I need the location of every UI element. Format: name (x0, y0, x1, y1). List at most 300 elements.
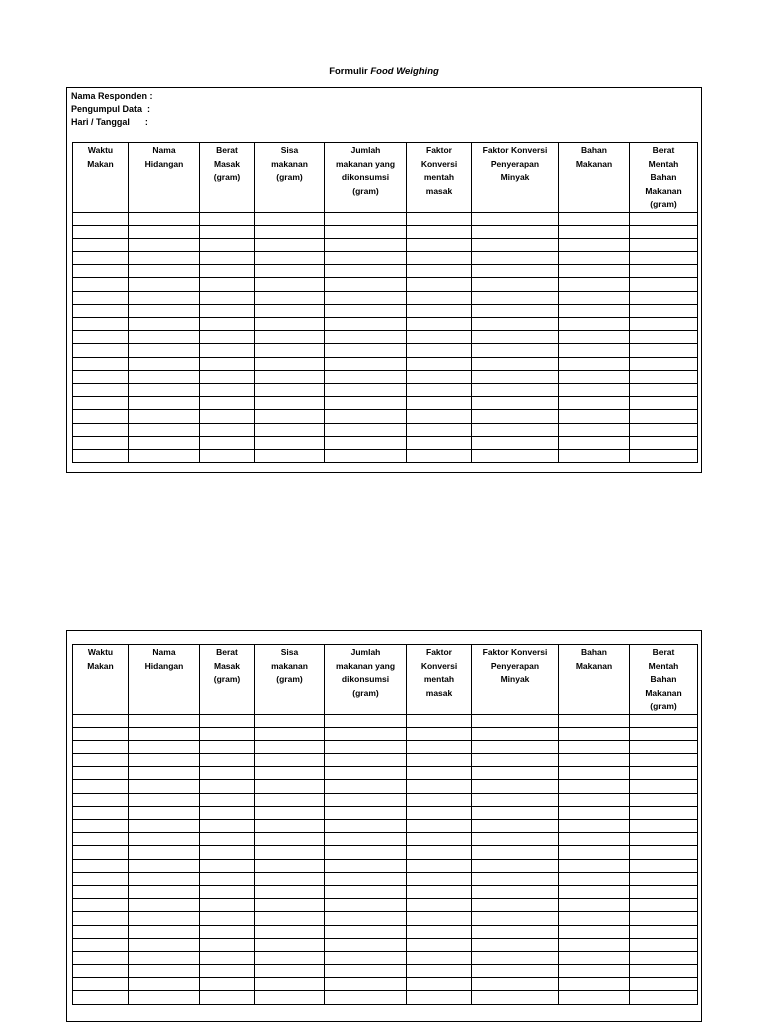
table-cell[interactable] (407, 885, 472, 898)
table-cell[interactable] (407, 225, 472, 238)
table-cell[interactable] (129, 872, 200, 885)
table-cell[interactable] (559, 780, 630, 793)
table-cell[interactable] (630, 925, 698, 938)
table-cell[interactable] (200, 252, 255, 265)
table-cell[interactable] (255, 793, 325, 806)
table-cell[interactable] (73, 304, 129, 317)
table-cell[interactable] (407, 938, 472, 951)
table-cell[interactable] (129, 754, 200, 767)
table-cell[interactable] (472, 238, 559, 251)
table-cell[interactable] (200, 899, 255, 912)
table-cell[interactable] (255, 344, 325, 357)
table-cell[interactable] (200, 846, 255, 859)
table-cell[interactable] (559, 912, 630, 925)
table-cell[interactable] (325, 793, 407, 806)
table-cell[interactable] (472, 912, 559, 925)
table-cell[interactable] (73, 397, 129, 410)
table-cell[interactable] (325, 820, 407, 833)
table-cell[interactable] (255, 265, 325, 278)
table-cell[interactable] (472, 383, 559, 396)
table-cell[interactable] (255, 820, 325, 833)
table-cell[interactable] (630, 238, 698, 251)
table-cell[interactable] (472, 885, 559, 898)
table-cell[interactable] (630, 767, 698, 780)
table-cell[interactable] (472, 938, 559, 951)
table-cell[interactable] (200, 436, 255, 449)
table-cell[interactable] (630, 727, 698, 740)
table-cell[interactable] (200, 397, 255, 410)
table-cell[interactable] (129, 291, 200, 304)
table-cell[interactable] (325, 872, 407, 885)
table-cell[interactable] (472, 304, 559, 317)
table-cell[interactable] (472, 370, 559, 383)
table-cell[interactable] (200, 820, 255, 833)
table-cell[interactable] (325, 727, 407, 740)
table-cell[interactable] (325, 278, 407, 291)
table-cell[interactable] (73, 912, 129, 925)
table-cell[interactable] (255, 780, 325, 793)
table-cell[interactable] (73, 740, 129, 753)
table-cell[interactable] (472, 357, 559, 370)
table-cell[interactable] (73, 951, 129, 964)
table-cell[interactable] (559, 991, 630, 1004)
table-cell[interactable] (325, 925, 407, 938)
table-cell[interactable] (325, 304, 407, 317)
table-cell[interactable] (630, 806, 698, 819)
table-cell[interactable] (129, 965, 200, 978)
table-cell[interactable] (630, 754, 698, 767)
table-cell[interactable] (325, 449, 407, 462)
table-cell[interactable] (559, 965, 630, 978)
table-cell[interactable] (630, 225, 698, 238)
table-cell[interactable] (200, 740, 255, 753)
table-cell[interactable] (559, 344, 630, 357)
table-cell[interactable] (630, 278, 698, 291)
table-cell[interactable] (73, 806, 129, 819)
table-cell[interactable] (407, 291, 472, 304)
table-cell[interactable] (129, 978, 200, 991)
table-cell[interactable] (559, 449, 630, 462)
table-cell[interactable] (407, 265, 472, 278)
table-cell[interactable] (325, 714, 407, 727)
table-cell[interactable] (255, 318, 325, 331)
table-cell[interactable] (630, 965, 698, 978)
table-cell[interactable] (129, 820, 200, 833)
table-cell[interactable] (559, 238, 630, 251)
table-cell[interactable] (255, 951, 325, 964)
table-cell[interactable] (630, 252, 698, 265)
table-cell[interactable] (129, 410, 200, 423)
table-cell[interactable] (407, 767, 472, 780)
table-cell[interactable] (255, 278, 325, 291)
table-cell[interactable] (255, 833, 325, 846)
table-cell[interactable] (129, 767, 200, 780)
table-cell[interactable] (472, 714, 559, 727)
table-cell[interactable] (325, 291, 407, 304)
table-cell[interactable] (325, 938, 407, 951)
table-cell[interactable] (73, 899, 129, 912)
table-cell[interactable] (407, 978, 472, 991)
table-cell[interactable] (630, 423, 698, 436)
table-cell[interactable] (630, 436, 698, 449)
table-cell[interactable] (325, 238, 407, 251)
table-cell[interactable] (200, 806, 255, 819)
table-cell[interactable] (472, 833, 559, 846)
table-cell[interactable] (129, 925, 200, 938)
table-cell[interactable] (325, 912, 407, 925)
table-cell[interactable] (630, 397, 698, 410)
table-cell[interactable] (325, 859, 407, 872)
table-cell[interactable] (472, 318, 559, 331)
table-cell[interactable] (559, 833, 630, 846)
table-cell[interactable] (559, 304, 630, 317)
table-cell[interactable] (255, 767, 325, 780)
table-cell[interactable] (73, 754, 129, 767)
table-cell[interactable] (407, 714, 472, 727)
table-cell[interactable] (129, 344, 200, 357)
table-cell[interactable] (73, 727, 129, 740)
table-cell[interactable] (325, 846, 407, 859)
table-cell[interactable] (407, 252, 472, 265)
table-cell[interactable] (472, 846, 559, 859)
table-cell[interactable] (407, 331, 472, 344)
table-cell[interactable] (630, 899, 698, 912)
table-cell[interactable] (129, 714, 200, 727)
table-cell[interactable] (129, 912, 200, 925)
table-cell[interactable] (559, 740, 630, 753)
table-cell[interactable] (255, 965, 325, 978)
table-cell[interactable] (325, 885, 407, 898)
table-cell[interactable] (73, 225, 129, 238)
table-cell[interactable] (73, 978, 129, 991)
table-cell[interactable] (200, 383, 255, 396)
table-cell[interactable] (129, 991, 200, 1004)
table-cell[interactable] (129, 212, 200, 225)
table-cell[interactable] (472, 436, 559, 449)
table-cell[interactable] (472, 410, 559, 423)
table-cell[interactable] (407, 449, 472, 462)
table-cell[interactable] (630, 846, 698, 859)
table-cell[interactable] (200, 357, 255, 370)
table-cell[interactable] (255, 252, 325, 265)
table-cell[interactable] (559, 331, 630, 344)
table-cell[interactable] (559, 978, 630, 991)
table-cell[interactable] (472, 727, 559, 740)
table-cell[interactable] (630, 714, 698, 727)
table-cell[interactable] (559, 383, 630, 396)
table-cell[interactable] (129, 357, 200, 370)
table-cell[interactable] (255, 938, 325, 951)
table-cell[interactable] (630, 912, 698, 925)
table-cell[interactable] (559, 291, 630, 304)
table-cell[interactable] (407, 833, 472, 846)
table-cell[interactable] (73, 238, 129, 251)
table-cell[interactable] (200, 872, 255, 885)
table-cell[interactable] (129, 846, 200, 859)
table-cell[interactable] (73, 925, 129, 938)
table-cell[interactable] (407, 397, 472, 410)
table-cell[interactable] (200, 714, 255, 727)
table-cell[interactable] (472, 225, 559, 238)
table-cell[interactable] (630, 304, 698, 317)
table-cell[interactable] (200, 727, 255, 740)
table-cell[interactable] (255, 238, 325, 251)
table-cell[interactable] (73, 767, 129, 780)
table-cell[interactable] (559, 225, 630, 238)
table-cell[interactable] (73, 885, 129, 898)
table-cell[interactable] (472, 265, 559, 278)
table-cell[interactable] (630, 820, 698, 833)
table-cell[interactable] (73, 331, 129, 344)
table-cell[interactable] (559, 727, 630, 740)
table-cell[interactable] (200, 410, 255, 423)
table-cell[interactable] (630, 344, 698, 357)
table-cell[interactable] (407, 318, 472, 331)
table-cell[interactable] (325, 780, 407, 793)
table-cell[interactable] (472, 767, 559, 780)
table-cell[interactable] (255, 727, 325, 740)
table-cell[interactable] (630, 951, 698, 964)
table-cell[interactable] (325, 252, 407, 265)
table-cell[interactable] (630, 740, 698, 753)
table-cell[interactable] (325, 225, 407, 238)
table-cell[interactable] (559, 872, 630, 885)
table-cell[interactable] (407, 846, 472, 859)
table-cell[interactable] (559, 793, 630, 806)
table-cell[interactable] (630, 291, 698, 304)
table-cell[interactable] (73, 965, 129, 978)
table-cell[interactable] (559, 951, 630, 964)
table-cell[interactable] (559, 357, 630, 370)
table-cell[interactable] (255, 383, 325, 396)
table-cell[interactable] (255, 291, 325, 304)
table-cell[interactable] (129, 449, 200, 462)
table-cell[interactable] (472, 423, 559, 436)
table-cell[interactable] (255, 899, 325, 912)
table-cell[interactable] (325, 318, 407, 331)
table-cell[interactable] (200, 344, 255, 357)
table-cell[interactable] (129, 278, 200, 291)
table-cell[interactable] (407, 951, 472, 964)
table-cell[interactable] (129, 436, 200, 449)
table-cell[interactable] (559, 436, 630, 449)
table-cell[interactable] (325, 357, 407, 370)
table-cell[interactable] (630, 859, 698, 872)
table-cell[interactable] (325, 370, 407, 383)
table-cell[interactable] (73, 793, 129, 806)
table-cell[interactable] (73, 410, 129, 423)
table-cell[interactable] (630, 991, 698, 1004)
table-cell[interactable] (129, 318, 200, 331)
table-cell[interactable] (255, 714, 325, 727)
table-cell[interactable] (407, 754, 472, 767)
table-cell[interactable] (325, 899, 407, 912)
table-cell[interactable] (325, 331, 407, 344)
table-cell[interactable] (325, 344, 407, 357)
table-cell[interactable] (325, 754, 407, 767)
table-cell[interactable] (407, 410, 472, 423)
table-cell[interactable] (73, 991, 129, 1004)
table-cell[interactable] (472, 951, 559, 964)
table-cell[interactable] (407, 859, 472, 872)
table-cell[interactable] (325, 397, 407, 410)
table-cell[interactable] (73, 423, 129, 436)
table-cell[interactable] (255, 212, 325, 225)
table-cell[interactable] (630, 212, 698, 225)
table-cell[interactable] (472, 740, 559, 753)
table-cell[interactable] (407, 991, 472, 1004)
table-cell[interactable] (559, 212, 630, 225)
table-cell[interactable] (200, 291, 255, 304)
table-cell[interactable] (255, 991, 325, 1004)
table-cell[interactable] (255, 885, 325, 898)
table-cell[interactable] (472, 278, 559, 291)
table-cell[interactable] (472, 991, 559, 1004)
table-cell[interactable] (73, 278, 129, 291)
table-cell[interactable] (559, 899, 630, 912)
table-cell[interactable] (255, 423, 325, 436)
table-cell[interactable] (325, 806, 407, 819)
table-cell[interactable] (255, 304, 325, 317)
table-cell[interactable] (325, 951, 407, 964)
table-cell[interactable] (129, 859, 200, 872)
table-cell[interactable] (200, 754, 255, 767)
table-cell[interactable] (73, 938, 129, 951)
table-cell[interactable] (630, 872, 698, 885)
table-cell[interactable] (559, 318, 630, 331)
table-cell[interactable] (200, 925, 255, 938)
table-cell[interactable] (200, 278, 255, 291)
table-cell[interactable] (129, 304, 200, 317)
table-cell[interactable] (200, 449, 255, 462)
table-cell[interactable] (129, 951, 200, 964)
table-cell[interactable] (630, 370, 698, 383)
table-cell[interactable] (407, 965, 472, 978)
table-cell[interactable] (472, 331, 559, 344)
table-cell[interactable] (407, 304, 472, 317)
table-cell[interactable] (73, 859, 129, 872)
table-cell[interactable] (472, 344, 559, 357)
table-cell[interactable] (407, 872, 472, 885)
table-cell[interactable] (200, 767, 255, 780)
table-cell[interactable] (73, 833, 129, 846)
table-cell[interactable] (559, 846, 630, 859)
table-cell[interactable] (559, 859, 630, 872)
table-cell[interactable] (472, 212, 559, 225)
table-cell[interactable] (559, 265, 630, 278)
table-cell[interactable] (73, 820, 129, 833)
table-cell[interactable] (129, 806, 200, 819)
table-cell[interactable] (325, 991, 407, 1004)
table-cell[interactable] (129, 833, 200, 846)
table-cell[interactable] (472, 978, 559, 991)
table-cell[interactable] (73, 291, 129, 304)
table-cell[interactable] (129, 383, 200, 396)
table-cell[interactable] (255, 370, 325, 383)
table-cell[interactable] (325, 833, 407, 846)
table-cell[interactable] (73, 265, 129, 278)
table-cell[interactable] (472, 859, 559, 872)
table-cell[interactable] (200, 833, 255, 846)
table-cell[interactable] (200, 965, 255, 978)
table-cell[interactable] (559, 278, 630, 291)
table-cell[interactable] (472, 806, 559, 819)
table-cell[interactable] (407, 357, 472, 370)
table-cell[interactable] (407, 212, 472, 225)
table-cell[interactable] (129, 225, 200, 238)
table-cell[interactable] (255, 872, 325, 885)
table-cell[interactable] (129, 899, 200, 912)
table-cell[interactable] (407, 820, 472, 833)
table-cell[interactable] (129, 780, 200, 793)
table-cell[interactable] (255, 925, 325, 938)
table-cell[interactable] (200, 304, 255, 317)
table-cell[interactable] (325, 767, 407, 780)
table-cell[interactable] (472, 291, 559, 304)
table-cell[interactable] (559, 370, 630, 383)
table-cell[interactable] (630, 357, 698, 370)
table-cell[interactable] (200, 238, 255, 251)
table-cell[interactable] (407, 740, 472, 753)
table-cell[interactable] (255, 331, 325, 344)
table-cell[interactable] (559, 820, 630, 833)
table-cell[interactable] (472, 965, 559, 978)
table-cell[interactable] (407, 780, 472, 793)
table-cell[interactable] (407, 238, 472, 251)
table-cell[interactable] (559, 767, 630, 780)
table-cell[interactable] (407, 925, 472, 938)
table-cell[interactable] (630, 410, 698, 423)
table-cell[interactable] (200, 938, 255, 951)
table-cell[interactable] (407, 899, 472, 912)
table-cell[interactable] (407, 436, 472, 449)
table-cell[interactable] (255, 436, 325, 449)
table-cell[interactable] (407, 793, 472, 806)
table-cell[interactable] (129, 423, 200, 436)
table-cell[interactable] (200, 318, 255, 331)
table-cell[interactable] (129, 397, 200, 410)
table-cell[interactable] (200, 951, 255, 964)
table-cell[interactable] (73, 714, 129, 727)
table-cell[interactable] (559, 938, 630, 951)
table-cell[interactable] (407, 344, 472, 357)
table-cell[interactable] (559, 714, 630, 727)
table-cell[interactable] (407, 806, 472, 819)
table-cell[interactable] (630, 978, 698, 991)
table-cell[interactable] (630, 793, 698, 806)
table-cell[interactable] (73, 872, 129, 885)
table-cell[interactable] (472, 252, 559, 265)
table-cell[interactable] (472, 793, 559, 806)
table-cell[interactable] (472, 397, 559, 410)
table-cell[interactable] (559, 252, 630, 265)
table-cell[interactable] (200, 780, 255, 793)
table-cell[interactable] (559, 410, 630, 423)
table-cell[interactable] (630, 885, 698, 898)
table-cell[interactable] (255, 410, 325, 423)
table-cell[interactable] (200, 793, 255, 806)
table-cell[interactable] (472, 820, 559, 833)
table-cell[interactable] (255, 397, 325, 410)
table-cell[interactable] (129, 885, 200, 898)
table-cell[interactable] (407, 423, 472, 436)
table-cell[interactable] (472, 754, 559, 767)
table-cell[interactable] (73, 344, 129, 357)
table-cell[interactable] (129, 727, 200, 740)
table-cell[interactable] (630, 780, 698, 793)
table-cell[interactable] (325, 740, 407, 753)
table-cell[interactable] (407, 278, 472, 291)
